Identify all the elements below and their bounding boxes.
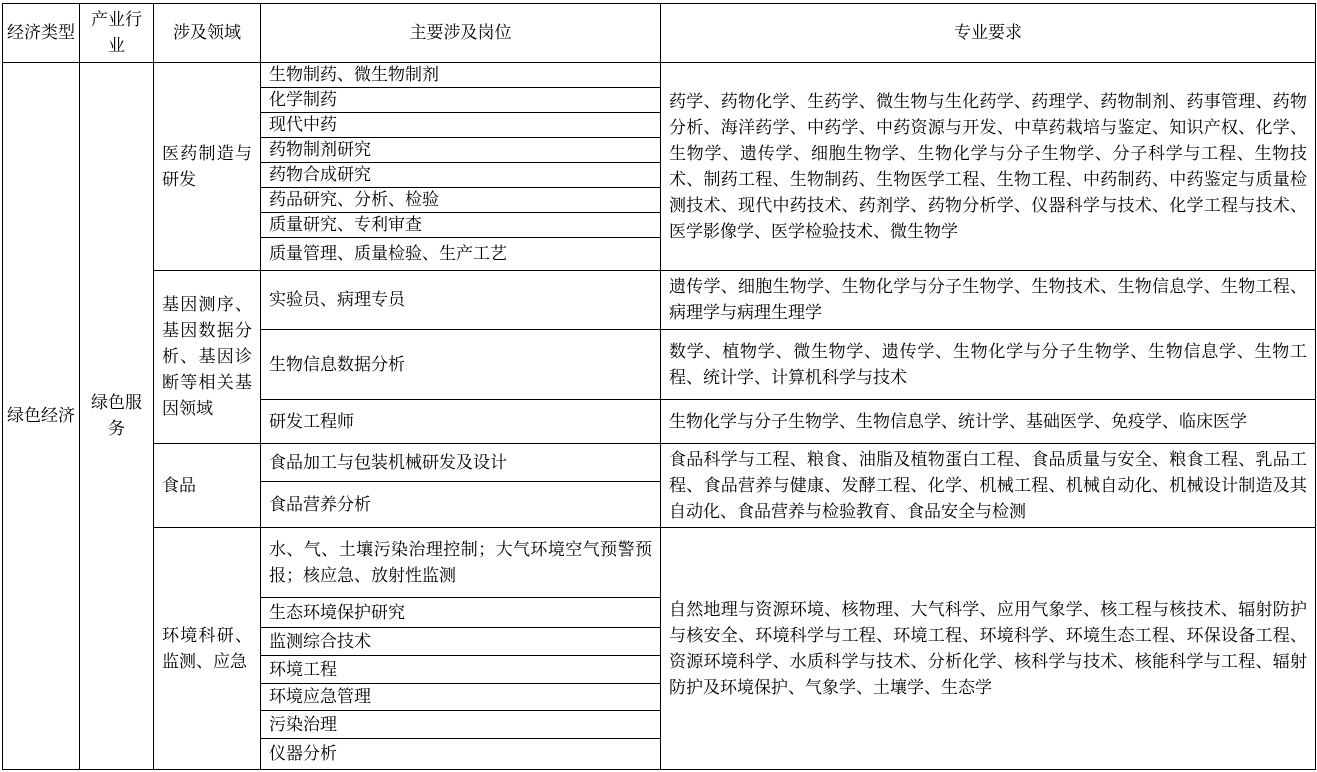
field-medicine: 医药制造与研发 xyxy=(154,63,261,271)
header-positions: 主要涉及岗位 xyxy=(261,4,661,63)
position-cell: 水、气、土壤污染治理控制；大气环境空气预警预报；核应急、放射性监测 xyxy=(261,528,661,598)
majors-cell: 数学、植物学、微生物学、遗传学、生物化学与分子生物学、生物信息学、生物工程、统计学、计算机科学与技术 xyxy=(661,330,1316,400)
position-cell: 现代中药 xyxy=(261,113,661,138)
position-cell: 生物信息数据分析 xyxy=(261,330,661,400)
position-cell: 药品研究、分析、检验 xyxy=(261,188,661,213)
table-row xyxy=(3,271,1316,330)
position-cell: 研发工程师 xyxy=(261,400,661,444)
majors-food: 食品科学与工程、粮食、油脂及植物蛋白工程、食品质量与安全、粮食工程、乳品工程、食品营养与健康、发酵工程、化学、机械工程、机械自动化、机械设计制造及其自动化、食品营养与检验教育、食品安全与检测 xyxy=(661,444,1316,528)
header-majors: 专业要求 xyxy=(661,4,1316,63)
table-row xyxy=(3,528,1316,598)
table-row xyxy=(3,63,1316,88)
position-cell: 污染治理 xyxy=(261,711,661,739)
position-cell: 实验员、病理专员 xyxy=(261,271,661,330)
majors-cell: 生物化学与分子生物学、生物信息学、统计学、基础医学、免疫学、临床医学 xyxy=(661,400,1316,444)
position-cell: 监测综合技术 xyxy=(261,628,661,656)
position-cell: 食品营养分析 xyxy=(261,482,661,528)
header-industry: 产业行业 xyxy=(80,4,154,63)
position-cell: 生态环境保护研究 xyxy=(261,598,661,628)
economy-type-cell: 绿色经济 xyxy=(3,63,80,770)
header-field: 涉及领域 xyxy=(154,4,261,63)
position-cell: 药物合成研究 xyxy=(261,163,661,188)
position-cell: 仪器分析 xyxy=(261,739,661,770)
field-food: 食品 xyxy=(154,444,261,528)
position-cell: 食品加工与包装机械研发及设计 xyxy=(261,444,661,482)
header-row xyxy=(3,4,1316,63)
field-environment: 环境科研、监测、应急 xyxy=(154,528,261,770)
field-gene: 基因测序、基因数据分析、基因诊断等相关基因领域 xyxy=(154,271,261,444)
industry-cell: 绿色服务 xyxy=(80,63,154,770)
majors-cell: 遗传学、细胞生物学、生物化学与分子生物学、生物技术、生物信息学、生物工程、病理学与病理生理学 xyxy=(661,271,1316,330)
header-economy-type: 经济类型 xyxy=(3,4,80,63)
requirements-table xyxy=(2,3,1316,770)
position-cell: 质量管理、质量检验、生产工艺 xyxy=(261,238,661,271)
majors-environment: 自然地理与资源环境、核物理、大气科学、应用气象学、核工程与核技术、辐射防护与核安全、环境科学与工程、环境工程、环境科学、环境生态工程、环保设备工程、资源环境科学、水质科学与技术、分析化学、核科学与技术、核能科学与工程、辐射防护及环境保护、气象学、土壤学、生态学 xyxy=(661,528,1316,770)
table-row xyxy=(3,444,1316,482)
position-cell: 药物制剂研究 xyxy=(261,138,661,163)
position-cell: 环境工程 xyxy=(261,656,661,684)
position-cell: 化学制药 xyxy=(261,88,661,113)
position-cell: 生物制药、微生物制剂 xyxy=(261,63,661,88)
majors-medicine: 药学、药物化学、生药学、微生物与生化药学、药理学、药物制剂、药事管理、药物分析、海洋药学、中药学、中药资源与开发、中草药栽培与鉴定、知识产权、化学、生物学、遗传学、细胞生物学、生物化学与分子生物学、分子科学与工程、生物技术、制药工程、生物制药、生物医学工程、生物工程、中药制药、中药鉴定与质量检测技术、现代中药技术、药剂学、药物分析学、仪器科学与技术、化学工程与技术、医学影像学、医学检验技术、微生物学 xyxy=(661,63,1316,271)
position-cell: 质量研究、专利审查 xyxy=(261,213,661,238)
position-cell: 环境应急管理 xyxy=(261,684,661,711)
